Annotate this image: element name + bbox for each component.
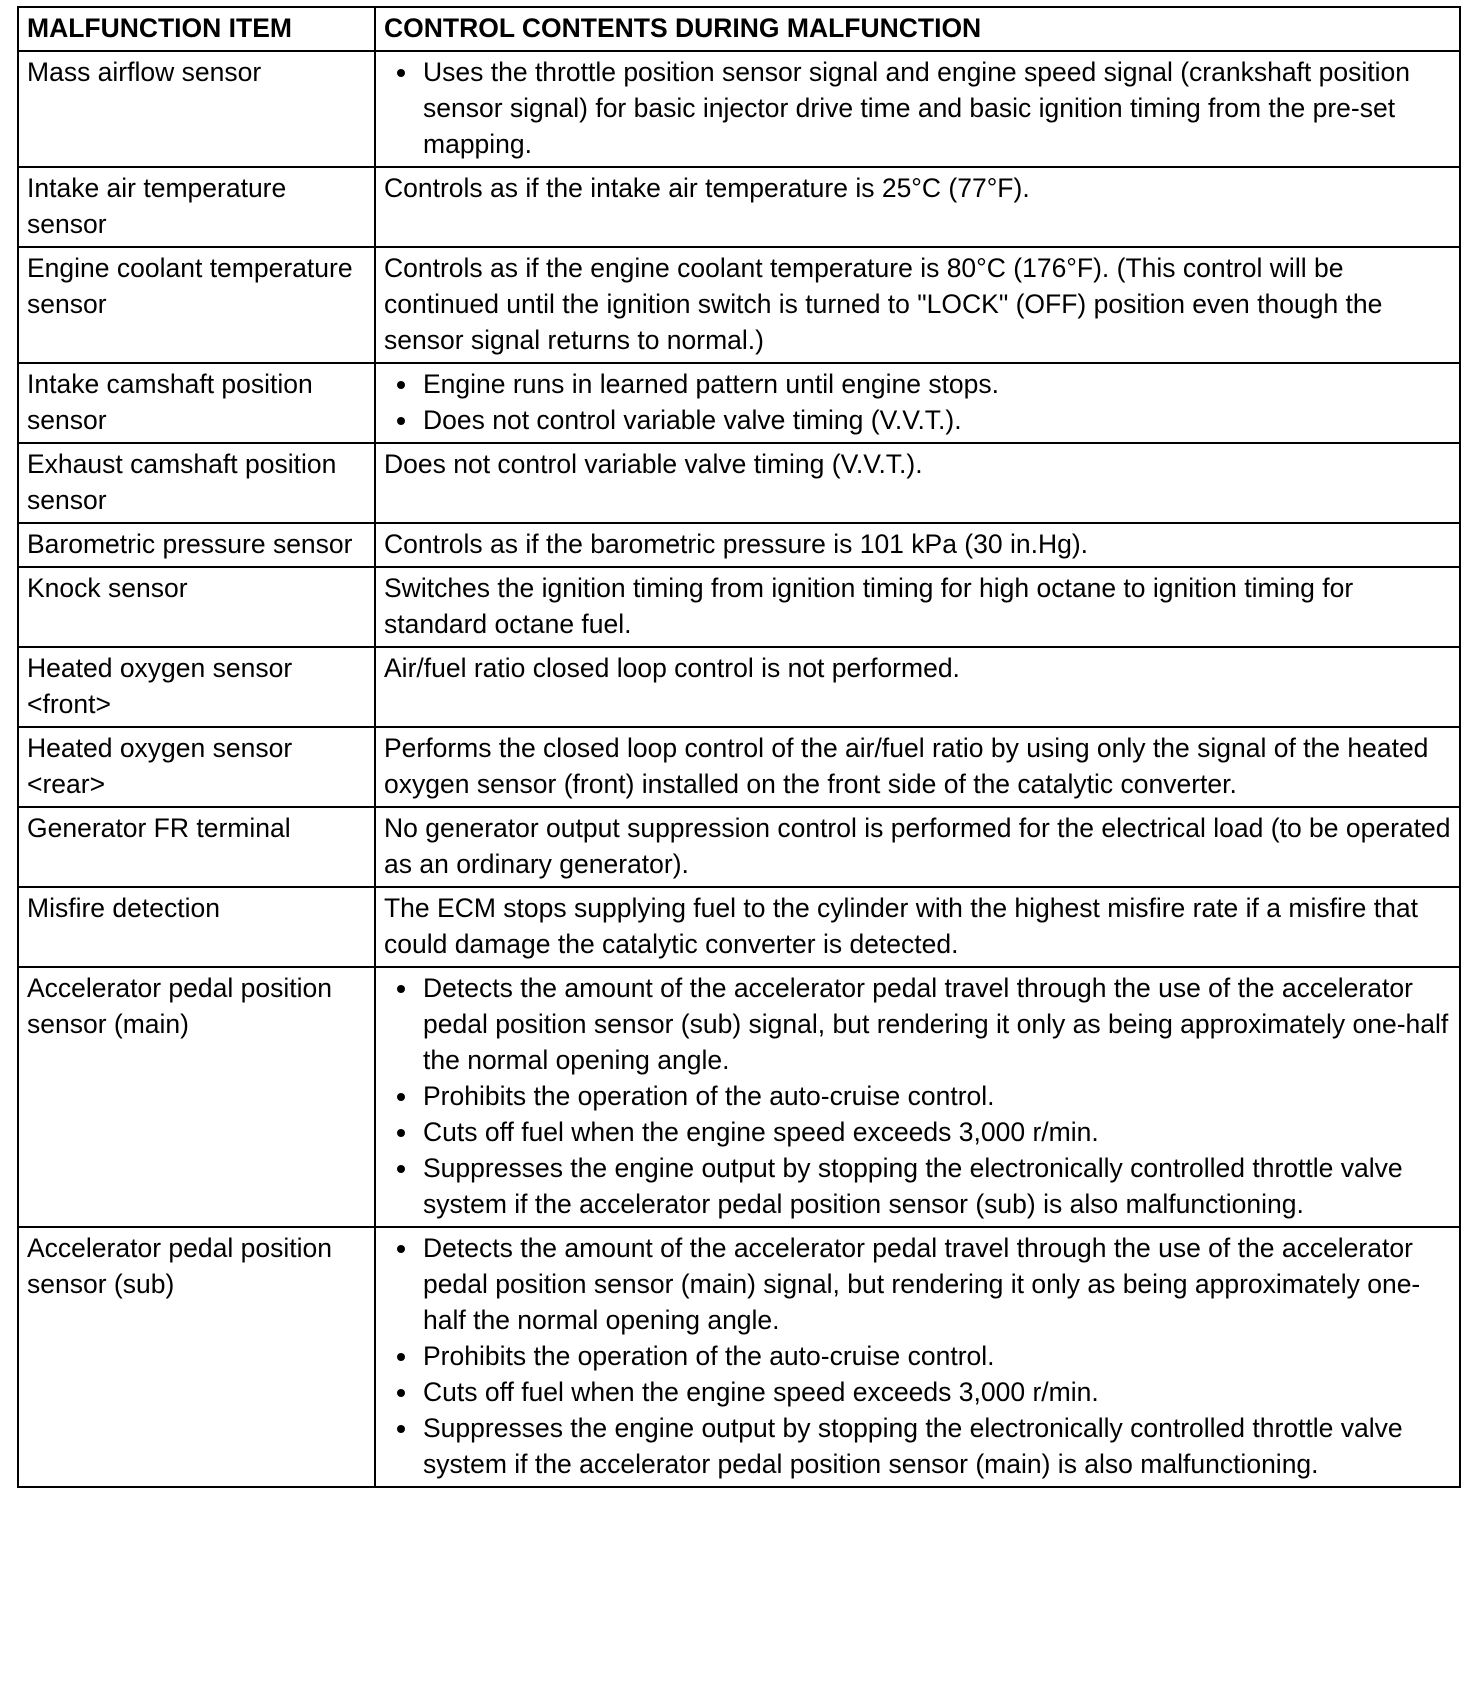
table-row xyxy=(18,363,1460,443)
table-row xyxy=(18,967,1460,1227)
table-row xyxy=(18,51,1460,167)
control-contents xyxy=(375,1227,1460,1487)
control-bullet-list xyxy=(384,1230,1451,1482)
control-bullet-item: Prohibits the operation of the auto-cruise control. xyxy=(384,1338,1451,1374)
malfunction-item: Knock sensor xyxy=(18,567,375,647)
malfunction-item: Intake air temperature sensor xyxy=(18,167,375,247)
table-row xyxy=(18,567,1460,647)
malfunction-item: Accelerator pedal position sensor (sub) xyxy=(18,1227,375,1487)
control-bullet-list xyxy=(384,366,1451,438)
malfunction-item: Intake camshaft position sensor xyxy=(18,363,375,443)
control-bullet-item: Suppresses the engine output by stopping the electronically controlled throttle valve system if the accelerator pedal position sensor (main) is also malfunctioning. xyxy=(384,1410,1451,1482)
malfunction-item: Misfire detection xyxy=(18,887,375,967)
control-contents: Air/fuel ratio closed loop control is not performed. xyxy=(375,647,1460,727)
control-bullet-item: Detects the amount of the accelerator pedal travel through the use of the accelerator pedal position sensor (main) signal, but rendering it only as being approximately one-half the normal opening angle. xyxy=(384,1230,1451,1338)
malfunction-item: Mass airflow sensor xyxy=(18,51,375,167)
control-contents: Controls as if the engine coolant temperature is 80°C (176°F). (This control will be continued until the ignition switch is turned to "LOCK" (OFF) position even though the sensor signal returns to normal.) xyxy=(375,247,1460,363)
control-bullet-item: Uses the throttle position sensor signal and engine speed signal (crankshaft position sensor signal) for basic injector drive time and basic ignition timing from the pre-set mapping. xyxy=(384,54,1451,162)
table-row xyxy=(18,1227,1460,1487)
control-contents xyxy=(375,967,1460,1227)
control-bullet-item: Engine runs in learned pattern until engine stops. xyxy=(384,366,1451,402)
table-row xyxy=(18,247,1460,363)
control-contents: Controls as if the intake air temperature is 25°C (77°F). xyxy=(375,167,1460,247)
malfunction-item: Exhaust camshaft position sensor xyxy=(18,443,375,523)
control-contents xyxy=(375,363,1460,443)
control-contents: Controls as if the barometric pressure is 101 kPa (30 in.Hg). xyxy=(375,523,1460,567)
table-row xyxy=(18,727,1460,807)
header-control-contents: CONTROL CONTENTS DURING MALFUNCTION xyxy=(375,7,1460,51)
malfunction-item: Engine coolant temperature sensor xyxy=(18,247,375,363)
malfunction-item: Generator FR terminal xyxy=(18,807,375,887)
header-malfunction-item: MALFUNCTION ITEM xyxy=(18,7,375,51)
table-row xyxy=(18,807,1460,887)
malfunction-item: Barometric pressure sensor xyxy=(18,523,375,567)
table-row xyxy=(18,167,1460,247)
control-bullet-list xyxy=(384,54,1451,162)
malfunction-item: Heated oxygen sensor <front> xyxy=(18,647,375,727)
table-row xyxy=(18,523,1460,567)
malfunction-item: Accelerator pedal position sensor (main) xyxy=(18,967,375,1227)
control-bullet-item: Cuts off fuel when the engine speed exceeds 3,000 r/min. xyxy=(384,1374,1451,1410)
table-header-row xyxy=(18,7,1460,51)
control-contents: No generator output suppression control is performed for the electrical load (to be operated as an ordinary generator). xyxy=(375,807,1460,887)
control-contents xyxy=(375,51,1460,167)
control-contents: The ECM stops supplying fuel to the cylinder with the highest misfire rate if a misfire that could damage the catalytic converter is detected. xyxy=(375,887,1460,967)
malfunction-control-table xyxy=(17,6,1461,1488)
control-bullet-item: Detects the amount of the accelerator pedal travel through the use of the accelerator pedal position sensor (sub) signal, but rendering it only as being approximately one-half the normal opening angle. xyxy=(384,970,1451,1078)
table-row xyxy=(18,887,1460,967)
control-bullet-item: Cuts off fuel when the engine speed exceeds 3,000 r/min. xyxy=(384,1114,1451,1150)
control-bullet-item: Prohibits the operation of the auto-cruise control. xyxy=(384,1078,1451,1114)
control-bullet-item: Does not control variable valve timing (V.V.T.). xyxy=(384,402,1451,438)
control-bullet-item: Suppresses the engine output by stopping the electronically controlled throttle valve system if the accelerator pedal position sensor (sub) is also malfunctioning. xyxy=(384,1150,1451,1222)
control-bullet-list xyxy=(384,970,1451,1222)
malfunction-item: Heated oxygen sensor <rear> xyxy=(18,727,375,807)
control-contents: Switches the ignition timing from ignition timing for high octane to ignition timing for standard octane fuel. xyxy=(375,567,1460,647)
control-contents: Does not control variable valve timing (V.V.T.). xyxy=(375,443,1460,523)
table-row xyxy=(18,443,1460,523)
table-row xyxy=(18,647,1460,727)
control-contents: Performs the closed loop control of the air/fuel ratio by using only the signal of the heated oxygen sensor (front) installed on the front side of the catalytic converter. xyxy=(375,727,1460,807)
